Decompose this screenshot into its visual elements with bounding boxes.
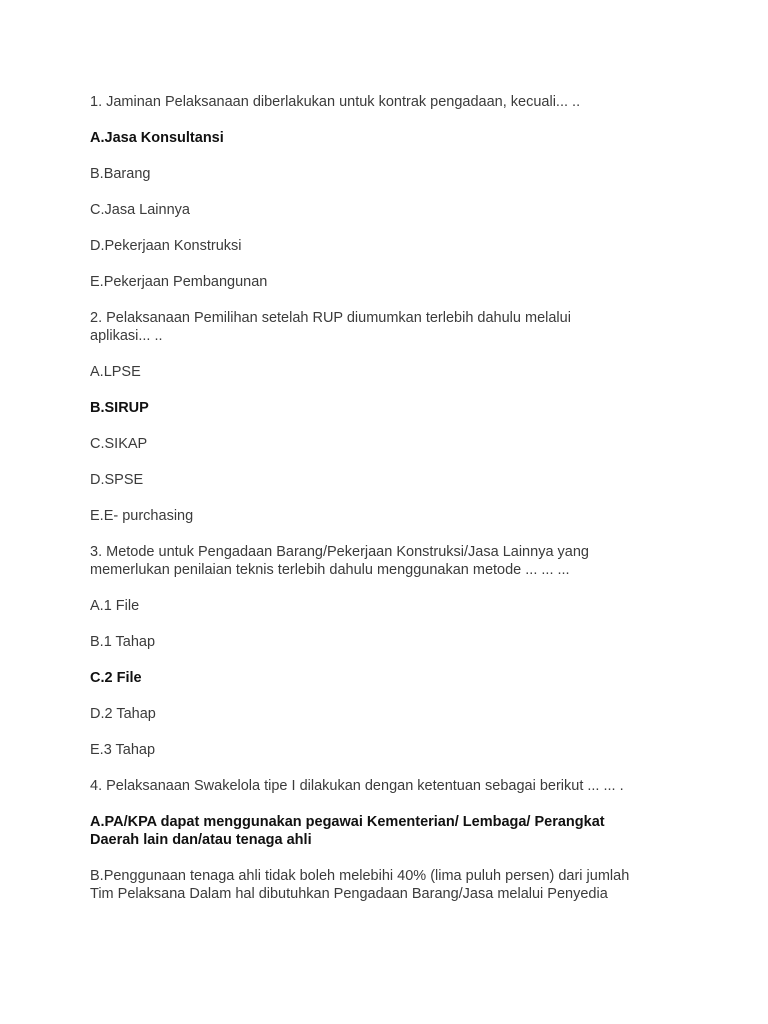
question-3-option-c: C.2 File — [90, 670, 142, 686]
question-3-option-a: A.1 File — [90, 598, 140, 614]
question-1-option-b: B.Barang — [90, 166, 151, 182]
question-4-option-a: A.PA/KPA dapat menggunakan pegawai Kementerian/ Lembaga/ Perangkat Daerah lain dan/atau tenaga ahli — [90, 814, 605, 848]
question-3-option-b: B.1 Tahap — [90, 634, 156, 650]
document-body — [90, 93, 690, 921]
question-2-option-a: A.LPSE — [90, 364, 141, 380]
question-1-option-a: A.Jasa Konsultansi — [90, 130, 224, 146]
question-3-option-d: D.2 Tahap — [90, 706, 156, 722]
question-1: 1. Jaminan Pelaksanaan diberlakukan untuk kontrak pengadaan, kecuali... .. — [90, 94, 581, 110]
question-4: 4. Pelaksanaan Swakelola tipe I dilakukan dengan ketentuan sebagai berikut ... ... . — [90, 778, 624, 794]
question-4-option-b: B.Penggunaan tenaga ahli tidak boleh melebihi 40% (lima puluh persen) dari jumlah Tim Pelaksana Dalam hal dibutuhkan Pengadaan Barang/Jasa melalui Penyedia — [90, 868, 630, 902]
question-1-option-e: E.Pekerjaan Pembangunan — [90, 274, 268, 290]
question-2-option-d: D.SPSE — [90, 472, 144, 488]
question-3: 3. Metode untuk Pengadaan Barang/Pekerjaan Konstruksi/Jasa Lainnya yang memerlukan penilaian teknis terlebih dahulu menggunakan metode ... ... ... — [90, 544, 589, 578]
question-3-option-e: E.3 Tahap — [90, 742, 156, 758]
question-2: 2. Pelaksanaan Pemilihan setelah RUP diumumkan terlebih dahulu melalui aplikasi... .. — [90, 310, 571, 344]
question-2-option-b: B.SIRUP — [90, 400, 149, 416]
question-1-option-d: D.Pekerjaan Konstruksi — [90, 238, 242, 254]
question-2-option-e: E.E- purchasing — [90, 508, 194, 524]
question-2-option-c: C.SIKAP — [90, 436, 148, 452]
question-1-option-c: C.Jasa Lainnya — [90, 202, 190, 218]
